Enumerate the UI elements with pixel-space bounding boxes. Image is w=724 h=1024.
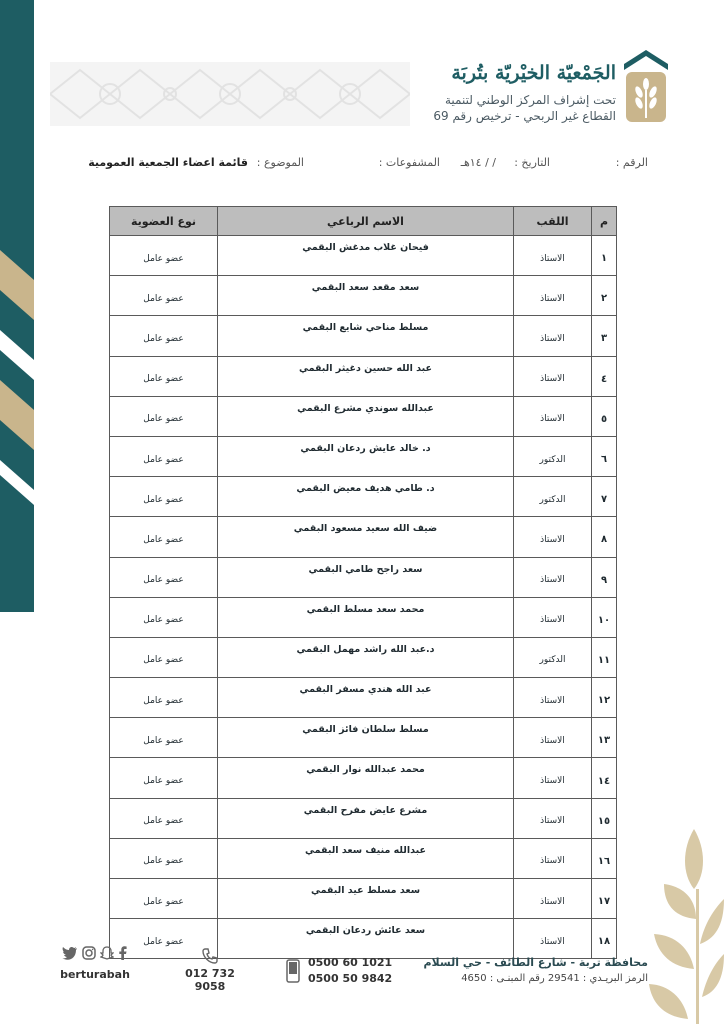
subtitle-line-1: تحت إشراف المركز الوطني لتنمية: [444, 93, 616, 107]
row-title: الاستاذ: [514, 236, 592, 276]
row-membership: عضو عامل: [110, 838, 218, 878]
row-name: د.عبد الله راشد مهمل البقمي: [218, 637, 514, 677]
address-line-1: محافظة تربة - شارع الطائف - حي السلام: [423, 956, 648, 969]
row-number: ١٥: [592, 798, 617, 838]
row-title: الاستاذ: [514, 517, 592, 557]
row-number: ١٤: [592, 758, 617, 798]
twitter-icon[interactable]: [62, 946, 78, 964]
row-number: ٩: [592, 557, 617, 597]
phone-icon: [201, 947, 219, 965]
row-membership: عضو عامل: [110, 597, 218, 637]
row-number: ٦: [592, 436, 617, 476]
row-number: ١٨: [592, 919, 617, 959]
snapchat-icon[interactable]: [100, 946, 114, 964]
row-name: ضيف الله سعيد مسعود البقمي: [218, 517, 514, 557]
row-name: مسلط مناحي شايع البقمي: [218, 316, 514, 356]
row-title: الاستاذ: [514, 557, 592, 597]
table-body: [110, 236, 617, 959]
row-title: الاستاذ: [514, 919, 592, 959]
table-row: [110, 396, 617, 436]
row-number: ٧: [592, 477, 617, 517]
row-membership: عضو عامل: [110, 758, 218, 798]
organization-logo: [622, 50, 670, 126]
mobile-phone-icon: [286, 959, 300, 983]
row-membership: عضو عامل: [110, 396, 218, 436]
row-number: ١٦: [592, 838, 617, 878]
row-number: ١٧: [592, 879, 617, 919]
phone-number: 012 732 9058: [185, 967, 235, 993]
table-header-row: [110, 207, 617, 236]
row-number: ١٣: [592, 718, 617, 758]
row-name: سعد عائش ردعان البقمي: [218, 919, 514, 959]
row-number: ٥: [592, 396, 617, 436]
topic-label: الموضوع :: [256, 156, 304, 169]
row-title: الاستاذ: [514, 356, 592, 396]
row-title: الاستاذ: [514, 396, 592, 436]
row-name: د. خالد عايش ردعان البقمي: [218, 436, 514, 476]
instagram-icon[interactable]: [82, 946, 96, 964]
row-membership: عضو عامل: [110, 316, 218, 356]
attachments-label: المشفوعات :: [378, 156, 440, 169]
table-row: [110, 597, 617, 637]
row-membership: عضو عامل: [110, 477, 218, 517]
row-membership: عضو عامل: [110, 236, 218, 276]
row-number: ٢: [592, 276, 617, 316]
table-row: [110, 236, 617, 276]
row-title: الاستاذ: [514, 678, 592, 718]
row-membership: عضو عامل: [110, 517, 218, 557]
row-name: د. طامي هديف معيض البقمي: [218, 477, 514, 517]
row-membership: عضو عامل: [110, 798, 218, 838]
table-row: [110, 316, 617, 356]
row-title: الاستاذ: [514, 276, 592, 316]
table-row: [110, 477, 617, 517]
date-value: / / ١٤هـ: [460, 156, 496, 169]
social-handle: berturabah: [60, 968, 130, 981]
header-membership: نوع العضوية: [110, 207, 218, 236]
organization-subtitle: [433, 92, 616, 124]
row-title: الاستاذ: [514, 758, 592, 798]
row-membership: عضو عامل: [110, 637, 218, 677]
row-membership: عضو عامل: [110, 718, 218, 758]
table-row: [110, 557, 617, 597]
topic-value: قائمة اعضاء الجمعية العمومية: [88, 156, 248, 169]
row-name: مسلط سلطان فائز البقمي: [218, 718, 514, 758]
row-number: ١٢: [592, 678, 617, 718]
facebook-icon[interactable]: [118, 946, 128, 964]
footer-mobiles: [308, 955, 392, 987]
table-row: [110, 919, 617, 959]
table-row: [110, 879, 617, 919]
row-name: عبدالله سوندي مشرع البقمي: [218, 396, 514, 436]
row-name: عبد الله هندي مسفر البقمي: [218, 678, 514, 718]
left-decorative-stripe: [0, 0, 34, 612]
row-title: الاستاذ: [514, 798, 592, 838]
table-row: [110, 637, 617, 677]
wheat-decoration: [634, 829, 724, 1024]
row-title: الاستاذ: [514, 838, 592, 878]
date-label: التاريخ :: [514, 156, 550, 169]
row-number: ١٠: [592, 597, 617, 637]
row-membership: عضو عامل: [110, 436, 218, 476]
row-membership: عضو عامل: [110, 919, 218, 959]
row-membership: عضو عامل: [110, 678, 218, 718]
table-row: [110, 436, 617, 476]
table-row: [110, 838, 617, 878]
row-name: سعد مسلط عيد البقمي: [218, 879, 514, 919]
members-table: [109, 206, 617, 959]
row-number: ٤: [592, 356, 617, 396]
table-row: [110, 678, 617, 718]
row-title: الدكتور: [514, 637, 592, 677]
header-num: م: [592, 207, 617, 236]
row-name: عبدالله منيف سعد البقمي: [218, 838, 514, 878]
row-number: ٨: [592, 517, 617, 557]
header-pattern: [50, 62, 410, 126]
mobile-number-1: 0500 60 1021: [308, 956, 393, 969]
row-title: الاستاذ: [514, 718, 592, 758]
table-row: [110, 718, 617, 758]
header-title: اللقب: [514, 207, 592, 236]
row-title: الدكتور: [514, 436, 592, 476]
organization-name: الجَمْعيّة الخيْريّة بتُربَة: [451, 62, 616, 84]
row-name: سعد راجح طامي البقمي: [218, 557, 514, 597]
table-row: [110, 356, 617, 396]
row-number: ٣: [592, 316, 617, 356]
row-title: الاستاذ: [514, 879, 592, 919]
row-membership: عضو عامل: [110, 356, 218, 396]
footer-social: [55, 946, 135, 981]
document-meta-row: [88, 156, 648, 178]
row-membership: عضو عامل: [110, 276, 218, 316]
table-row: [110, 517, 617, 557]
row-title: الاستاذ: [514, 316, 592, 356]
row-name: فيحان غلاب مدغش البقمي: [218, 236, 514, 276]
mobile-number-2: 0500 50 9842: [308, 972, 393, 985]
table-row: [110, 798, 617, 838]
footer-phone: [172, 955, 248, 993]
row-title: الاستاذ: [514, 597, 592, 637]
row-membership: عضو عامل: [110, 557, 218, 597]
row-name: سعد مقعد سعد البقمي: [218, 276, 514, 316]
ref-label: الرقم :: [615, 156, 648, 169]
table-row: [110, 758, 617, 798]
address-line-2: الرمز البريـدي : 29541 رقم المبنـى : 4650: [461, 973, 648, 984]
row-name: مشرع عايض مفرح البقمي: [218, 798, 514, 838]
row-number: ١١: [592, 637, 617, 677]
footer-address: [423, 955, 648, 987]
row-name: محمد سعد مسلط البقمي: [218, 597, 514, 637]
subtitle-line-2: القطاع غير الربحي - ترخيص رقم 69: [433, 109, 616, 123]
header-name: الاسم الرباعي: [218, 207, 514, 236]
row-membership: عضو عامل: [110, 879, 218, 919]
table-row: [110, 276, 617, 316]
row-name: محمد عبدالله نوار البقمي: [218, 758, 514, 798]
row-name: عبد الله حسين دغيثر البقمي: [218, 356, 514, 396]
row-title: الدكتور: [514, 477, 592, 517]
row-number: ١: [592, 236, 617, 276]
